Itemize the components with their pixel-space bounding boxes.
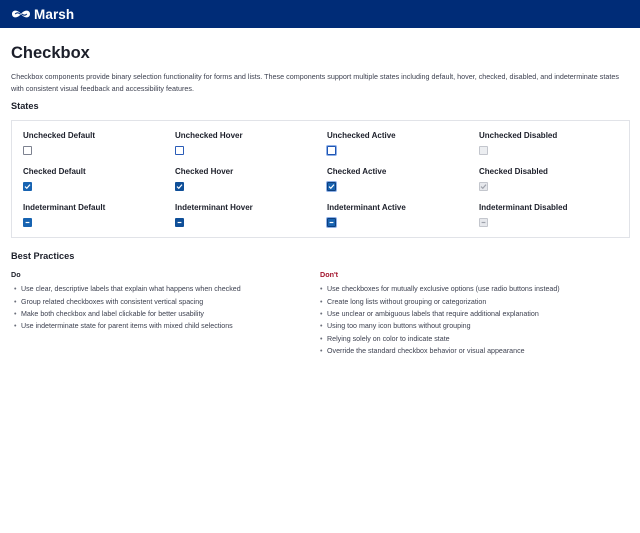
do-item	[11, 308, 320, 320]
dont-item-text: Using too many icon buttons without grouping	[327, 322, 471, 331]
page-description: Checkbox components provide binary selection functionality for forms and lists. These components support multiple states including default, hover, checked, disabled, and indeterminate states with consistent visual feedback and accessibility features.	[11, 72, 619, 93]
indeterminate-disabled-checkbox	[479, 218, 488, 227]
bullet-icon: •	[320, 285, 323, 294]
unchecked-default-checkbox[interactable]	[23, 146, 32, 155]
state-label: Checked Disabled	[479, 167, 548, 177]
checked-hover-checkbox[interactable]	[175, 182, 184, 191]
indeterminate-icon	[328, 219, 335, 226]
do-item-text: Use indeterminate state for parent items with mixed child selections	[21, 322, 233, 331]
bullet-icon: •	[14, 285, 17, 294]
state-label: Unchecked Disabled	[479, 131, 558, 141]
state-example	[175, 203, 327, 239]
do-item	[11, 320, 320, 332]
dont-item	[320, 320, 629, 332]
dont-item	[320, 283, 629, 295]
checkmark-icon	[24, 183, 31, 190]
checkmark-icon	[480, 183, 487, 190]
state-label: Indeterminant Hover	[175, 203, 253, 213]
do-item-text: Use clear, descriptive labels that explain what happens when checked	[21, 285, 241, 294]
state-label: Checked Active	[327, 167, 387, 177]
states-panel	[11, 120, 630, 238]
state-example	[479, 167, 619, 203]
bullet-icon: •	[14, 310, 17, 318]
do-item-text: Group related checkboxes with consistent vertical spacing	[21, 297, 204, 306]
indeterminate-hover-checkbox[interactable]	[175, 218, 184, 227]
do-heading: Do	[11, 270, 21, 280]
state-example	[327, 203, 479, 239]
indeterminate-icon	[24, 219, 31, 226]
dont-item	[320, 345, 629, 357]
checkmark-icon	[328, 183, 335, 190]
state-example	[175, 167, 327, 203]
checked-active-checkbox[interactable]	[327, 182, 336, 191]
bullet-icon: •	[320, 322, 323, 331]
bullet-icon: •	[320, 334, 323, 343]
top-navbar	[0, 0, 640, 28]
marsh-logo-icon	[11, 8, 31, 20]
bullet-icon: •	[14, 322, 17, 331]
brand-name: Marsh	[34, 6, 75, 22]
state-label: Indeterminant Disabled	[479, 203, 568, 213]
indeterminate-icon	[176, 219, 183, 226]
state-label: Checked Hover	[175, 167, 234, 177]
checked-default-checkbox[interactable]	[23, 182, 32, 191]
dont-item-text: Create long lists without grouping or categorization	[327, 297, 487, 306]
unchecked-disabled-checkbox	[479, 146, 488, 155]
state-example	[175, 131, 327, 167]
main-content	[0, 43, 640, 358]
dont-item-text: Override the standard checkbox behavior or visual appearance	[327, 347, 525, 356]
bullet-icon: •	[320, 297, 323, 306]
state-label: Unchecked Active	[327, 131, 396, 141]
state-example	[23, 131, 175, 167]
dont-item	[320, 296, 629, 308]
dont-list	[320, 283, 629, 357]
state-label: Unchecked Hover	[175, 131, 243, 141]
dont-heading: Don't	[320, 270, 339, 280]
state-label: Indeterminant Default	[23, 203, 106, 213]
checkmark-icon	[176, 183, 183, 190]
bullet-icon: •	[320, 310, 323, 318]
state-example	[327, 131, 479, 167]
dont-item-text: Use checkboxes for mutually exclusive options (use radio buttons instead)	[327, 285, 560, 294]
dont-item	[320, 308, 629, 320]
dont-item	[320, 333, 629, 345]
dont-item-text: Relying solely on color to indicate state	[327, 334, 450, 343]
brand-logo[interactable]	[11, 7, 74, 22]
state-example	[327, 167, 479, 203]
states-heading: States	[11, 101, 39, 112]
unchecked-hover-checkbox[interactable]	[175, 146, 184, 155]
best-practices-heading: Best Practices	[11, 251, 75, 262]
do-item-text: Make both checkbox and label clickable for better usability	[21, 310, 204, 318]
page-title: Checkbox	[11, 44, 90, 62]
do-list	[11, 283, 320, 333]
do-item	[11, 283, 320, 295]
state-example	[23, 167, 175, 203]
dont-item-text: Use unclear or ambiguous labels that require additional explanation	[327, 310, 539, 318]
bullet-icon: •	[14, 297, 17, 306]
unchecked-active-checkbox[interactable]	[327, 146, 336, 155]
dont-column	[320, 270, 629, 357]
bullet-icon: •	[320, 347, 323, 356]
state-label: Checked Default	[23, 167, 86, 177]
state-example	[479, 131, 619, 167]
state-example	[23, 203, 175, 239]
state-example	[479, 203, 619, 239]
do-column	[11, 270, 320, 357]
do-item	[11, 296, 320, 308]
checked-disabled-checkbox	[479, 182, 488, 191]
indeterminate-active-checkbox[interactable]	[327, 218, 336, 227]
best-practices	[11, 270, 629, 357]
state-label: Unchecked Default	[23, 131, 96, 141]
state-label: Indeterminant Active	[327, 203, 406, 213]
indeterminate-icon	[480, 219, 487, 226]
indeterminate-default-checkbox[interactable]	[23, 218, 32, 227]
